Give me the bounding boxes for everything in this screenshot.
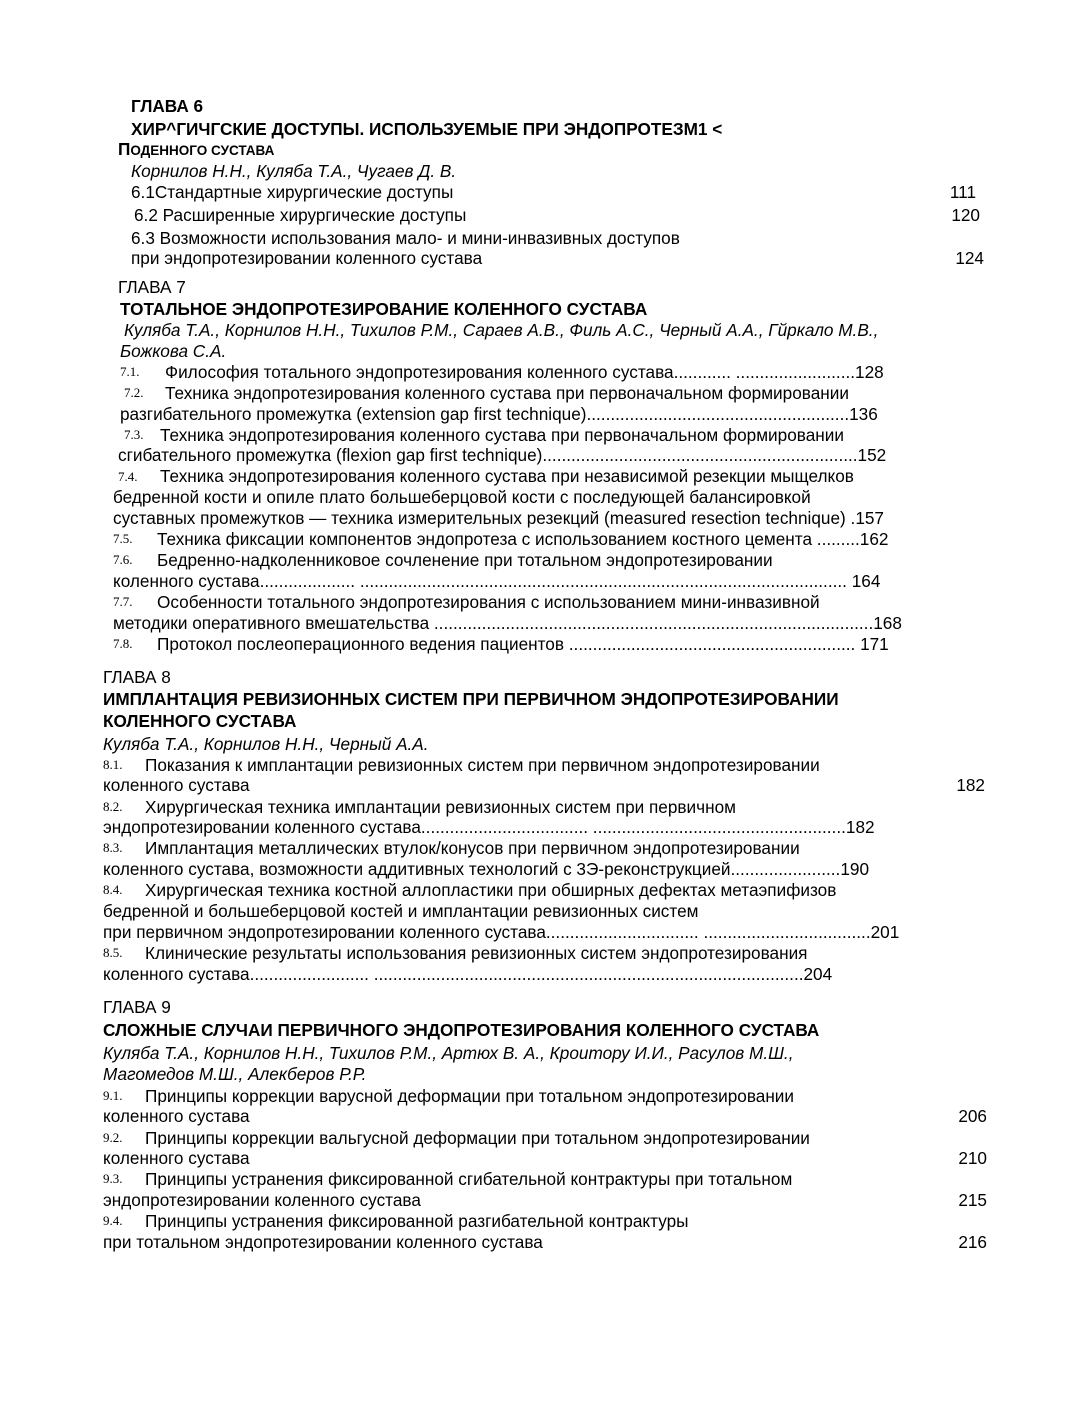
chapter-8-title-line2: КОЛЕННОГО СУСТАВА <box>103 711 297 731</box>
chapter-7-title: ТОТАЛЬНОЕ ЭНДОПРОТЕЗИРОВАНИЕ КОЛЕННОГО СУСТАВА <box>120 299 648 319</box>
toc-entry-8-4-text-line3: при первичном эндопротезировании коленного сустава................................ ...................................201 <box>103 922 900 942</box>
toc-entry-7-5-text: Техника фиксации компонентов эндопротеза с использованием костного цемента .........162 <box>157 529 889 549</box>
toc-entry-7-6-number: 7.6. <box>113 552 133 567</box>
toc-entry-9-1-page: 206 <box>958 1106 987 1126</box>
chapter-6-label: ГЛАВА 6 <box>131 96 204 116</box>
chapter-7-authors-line2: Божкова С.А. <box>120 341 227 361</box>
toc-entry-6-3-page: 124 <box>955 248 984 268</box>
toc-entry-7-4-text-line2: бедренной кости и опиле плато большеберцовой кости с последующей балансировкой <box>113 487 811 507</box>
toc-entry-8-5-number: 8.5. <box>103 945 123 960</box>
chapter-7-label: ГЛАВА 7 <box>118 277 186 297</box>
toc-entry-9-3-text-line1: Принципы устранения фиксированной сгибательной контрактуры при тотальном <box>145 1169 793 1189</box>
toc-entry-7-4-text-line3: суставных промежутков — техника измерительных резекций (measured resection technique) .157 <box>113 508 884 528</box>
toc-entry-8-2-text-line2: эндопротезировании коленного сустава................................... .....................................................182 <box>103 817 875 837</box>
toc-entry-7-5-number: 7.5. <box>113 531 133 546</box>
toc-entry-7-7-text-line1: Особенности тотального эндопротезирования с использованием мини-инвазивной <box>157 592 820 612</box>
toc-entry-6-3-text-line2: при эндопротезировании коленного сустава <box>131 248 483 268</box>
toc-entry-9-3-number: 9.3. <box>103 1171 123 1186</box>
toc-entry-8-4-text-line2: бедренной и большеберцовой костей и имплантации ревизионных систем <box>103 901 699 921</box>
toc-entry-6-1-page: 111 <box>949 182 976 202</box>
toc-entry-7-2-text-line1: Техника эндопротезирования коленного сустава при первоначальном формировании <box>165 383 849 403</box>
toc-entry-8-2-text-line1: Хирургическая техника имплантации ревизионных систем при первичном <box>145 797 736 817</box>
toc-entry-7-8-number: 7.8. <box>113 636 133 651</box>
toc-entry-7-3-text-line2: сгибательного промежутка (flexion gap first technique)..................................................................152 <box>118 445 887 465</box>
toc-entry-8-1-number: 8.1. <box>103 757 123 772</box>
chapter-9-label: ГЛАВА 9 <box>103 997 171 1017</box>
chapter-8-authors: Куляба Т.А., Корнилов Н.Н., Черный А.А. <box>103 734 429 754</box>
toc-entry-8-1-text-line1: Показания к имплантации ревизионных систем при первичном эндопротезировании <box>145 755 820 775</box>
toc-entry-9-4-page: 216 <box>958 1232 987 1252</box>
toc-entry-8-4-text-line1: Хирургическая техника костной аллопластики при обширных дефектах метаэпифизов <box>145 880 837 900</box>
toc-entry-8-3-number: 8.3. <box>103 840 123 855</box>
toc-entry-7-8-text: Протокол послеоперационного ведения пациентов ............................................................ 171 <box>157 634 889 654</box>
chapter-7-authors-line1: Куляба Т.А., Корнилов Н.Н., Тихилов Р.М., Сараев А.В., Филь А.С., Черный А.А., Гйркало М.В., <box>124 320 879 340</box>
toc-entry-7-4-text-line1: Техника эндопротезирования коленного сустава при независимой резекции мыщелков <box>160 466 854 486</box>
toc-entry-7-7-number: 7.7. <box>113 594 133 609</box>
chapter-6-title-line2 <box>118 139 274 161</box>
chapter-9-title: СЛОЖНЫЕ СЛУЧАИ ПЕРВИЧНОГО ЭНДОПРОТЕЗИРОВАНИЯ КОЛЕННОГО СУСТАВА <box>103 1020 820 1040</box>
toc-entry-7-7-text-line2: методики оперативного вмешательства ............................................................................................168 <box>113 613 902 633</box>
toc-entry-9-2-number: 9.2. <box>103 1130 123 1145</box>
chapter-8-title-line1: ИМПЛАНТАЦИЯ РЕВИЗИОННЫХ СИСТЕМ ПРИ ПЕРВИЧНОМ ЭНДОПРОТЕЗИРОВАНИИ <box>103 689 839 709</box>
chapter-6-title-line1: ХИР^ГИЧГСКИЕ ДОСТУПЫ. ИСПОЛЬЗУЕМЫЕ ПРИ ЭНДОПРОТЕЗМ1 < <box>131 119 723 139</box>
toc-entry-9-1-number: 9.1. <box>103 1088 123 1103</box>
toc-entry-8-1-text-line2: коленного сустава <box>103 775 250 795</box>
toc-entry-8-1-page: 182 <box>956 775 985 795</box>
toc-entry-7-6-text-line1: Бедренно-надколенниковое сочленение при тотальном эндопротезировании <box>157 550 773 570</box>
toc-entry-9-1-text-line2: коленного сустава <box>103 1106 250 1126</box>
chapter-9-authors-line2: Магомедов М.Ш., Алекберов Р.Р. <box>103 1064 367 1084</box>
toc-entry-7-6-text-line2: коленного сустава.................... ...................................................................................................... 164 <box>113 571 881 591</box>
chapter-6-title-rest: ОДЕННОГО СУСТАВА <box>130 143 275 158</box>
toc-entry-8-4-number: 8.4. <box>103 882 123 897</box>
toc-entry-9-4-number: 9.4. <box>103 1213 123 1228</box>
toc-entry-8-3-text-line2: коленного сустава, возможности аддитивных технологий с 3Э-реконструкцией.......................190 <box>103 859 870 879</box>
toc-entry-7-3-text-line1: Техника эндопротезирования коленного сустава при первоначальном формировании <box>160 425 844 445</box>
toc-entry-6-2-page: 120 <box>951 205 980 225</box>
chapter-6-title-initial: П <box>118 139 131 159</box>
toc-entry-9-2-text-line1: Принципы коррекции вальгусной деформации при тотальном эндопротезировании <box>145 1128 810 1148</box>
chapter-6-authors: Корнилов Н.Н., Куляба Т.А., Чугаев Д. В. <box>131 161 457 181</box>
toc-entry-7-2-text-line2: разгибательного промежутка (extension gap first technique).......................................................136 <box>120 404 878 424</box>
toc-entry-9-2-text-line2: коленного сустава <box>103 1148 250 1168</box>
toc-entry-7-2-number: 7.2. <box>124 385 144 400</box>
toc-entry-6-2-text: 6.2 Расширенные хирургические доступы <box>134 205 467 225</box>
toc-entry-7-1-number: 7.1. <box>120 364 140 379</box>
toc-entry-8-3-text-line1: Имплантация металлических втулок/конусов при первичном эндопротезировании <box>145 838 800 858</box>
toc-entry-9-1-text-line1: Принципы коррекции варусной деформации при тотальном эндопротезировании <box>145 1086 795 1106</box>
toc-entry-7-3-number: 7.3. <box>124 427 144 442</box>
toc-entry-9-3-page: 215 <box>958 1190 987 1210</box>
chapter-9-authors-line1: Куляба Т.А., Корнилов Н.Н., Тихилов Р.М., Артюх В. А., Кроитору И.И., Расулов М.Ш., <box>103 1043 794 1063</box>
toc-entry-6-1-text: 6.1Стандартные хирургические доступы <box>131 182 454 202</box>
toc-entry-7-4-number: 7.4. <box>118 469 138 484</box>
toc-entry-9-4-text-line2: при тотальном эндопротезировании коленного сустава <box>103 1232 543 1252</box>
toc-entry-8-2-number: 8.2. <box>103 799 123 814</box>
toc-entry-7-1-text: Философия тотального эндопротезирования коленного сустава............ .........................128 <box>165 362 884 382</box>
toc-entry-9-4-text-line1: Принципы устранения фиксированной разгибательной контрактуры <box>145 1211 689 1231</box>
toc-entry-6-3-text-line1: 6.3 Возможности использования мало- и мини-инвазивных доступов <box>131 228 680 248</box>
toc-entry-8-5-text-line1: Клинические результаты использования ревизионных систем эндопротезирования <box>145 943 808 963</box>
toc-entry-9-3-text-line2: эндопротезировании коленного сустава <box>103 1190 421 1210</box>
toc-entry-8-5-text-line2: коленного сустава......................... ..........................................................................................204 <box>103 964 833 984</box>
chapter-8-label: ГЛАВА 8 <box>103 667 171 687</box>
toc-entry-9-2-page: 210 <box>958 1148 987 1168</box>
